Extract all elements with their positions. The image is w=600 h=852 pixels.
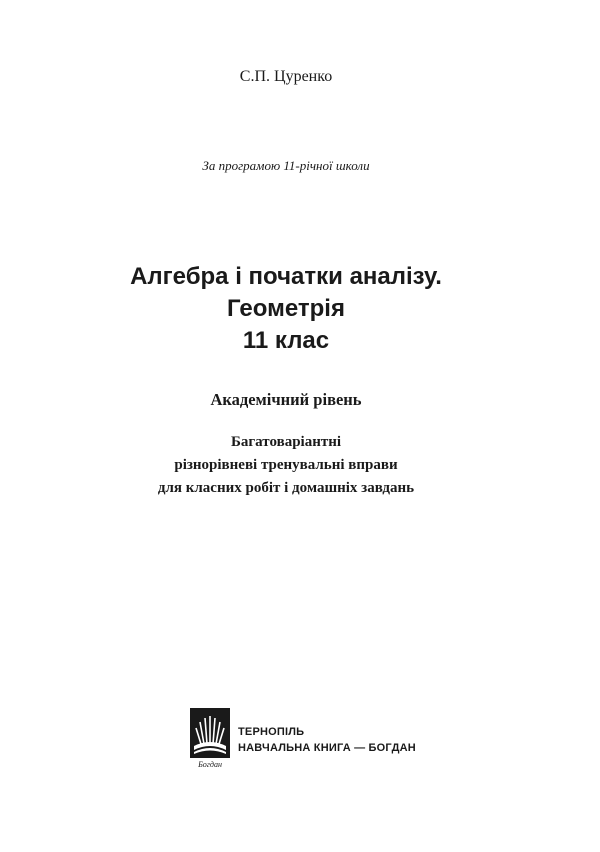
book-title (0, 261, 572, 357)
book-lyre-logo-icon (190, 708, 230, 770)
description-line-2: різнорівневі тренувальні вправи (174, 457, 398, 473)
publisher-name: НАВЧАЛЬНА КНИГА — БОГДАН (238, 742, 416, 754)
academic-level: Академічний рівень (210, 390, 362, 409)
description-line-3: для класних робіт і домашніх завдань (157, 480, 415, 496)
book-title-line-3: 11 клас (242, 327, 330, 354)
book-title-line-1: Алгебра і початки аналізу. (130, 263, 442, 290)
description-line-1: Багатоваріантні (230, 434, 342, 450)
publisher-block (190, 708, 430, 770)
logo-signature: Богдан (198, 760, 222, 769)
book-description (0, 431, 572, 500)
book-title-line-2: Геометрія (227, 295, 345, 322)
publisher-text (238, 724, 416, 756)
program-subtitle: За програмою 11-річної школи (202, 158, 370, 173)
publisher-city: ТЕРНОПІЛЬ (238, 726, 305, 738)
author-name: С.П. Цуренко (239, 68, 333, 85)
